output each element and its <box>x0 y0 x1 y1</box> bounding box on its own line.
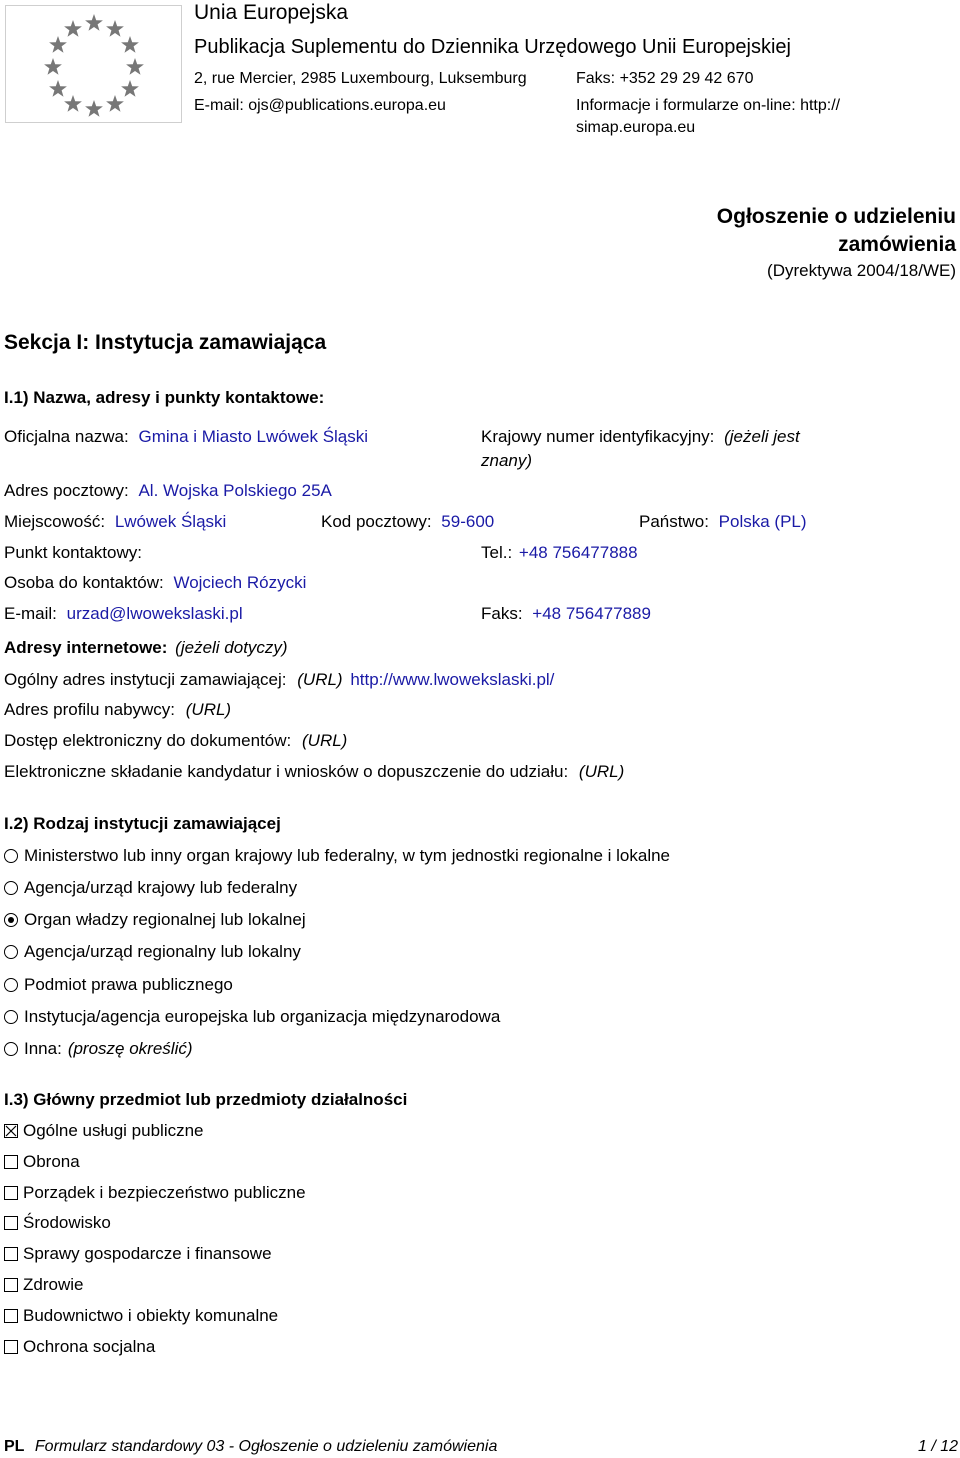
buyer-url-tag: (URL) <box>185 700 232 719</box>
email-row <box>4 604 243 624</box>
postcode-row <box>321 512 494 532</box>
checkbox-unchecked-icon[interactable] <box>4 1309 18 1323</box>
main-activity-option[interactable] <box>4 1337 155 1357</box>
header-address: 2, rue Mercier, 2985 Luxembourg, Luksemburg <box>194 70 527 87</box>
eu-flag-logo <box>5 5 182 123</box>
general-url-tag: (URL) <box>297 670 343 689</box>
main-activity-label: Porządek i bezpieczeństwo publiczne <box>23 1183 306 1202</box>
main-activity-label: Ochrona socjalna <box>23 1337 156 1356</box>
subsection-heading-1-2: I.2) Rodzaj instytucji zamawiającej <box>4 814 281 833</box>
national-id-row <box>481 427 800 447</box>
internet-heading: Adresy internetowe: <box>4 638 168 657</box>
e-submission-label: Elektroniczne składanie kandydatur i wniosków o dopuszczenie do udziału: <box>4 762 569 781</box>
header-email: E-mail: ojs@publications.europa.eu <box>194 97 446 114</box>
internet-note: (jeżeli dotyczy) <box>175 638 288 657</box>
authority-type-option[interactable] <box>4 846 670 866</box>
general-address-label: Ogólny adres instytucji zamawiającej: <box>4 670 287 689</box>
authority-type-label: Instytucja/agencja europejska lub organizacja międzynarodowa <box>24 1007 501 1026</box>
email-value[interactable]: urzad@lwowekslaski.pl <box>66 604 243 623</box>
authority-type-option[interactable] <box>4 1039 193 1059</box>
main-activity-option[interactable] <box>4 1306 278 1326</box>
main-activity-option[interactable] <box>4 1275 83 1295</box>
e-submission-row <box>4 762 624 782</box>
postcode-label: Kod pocztowy: <box>321 512 432 531</box>
radio-unselected-icon[interactable] <box>4 849 18 863</box>
buyer-profile-label: Adres profilu nabywcy: <box>4 700 176 719</box>
postcode-value: 59-600 <box>441 512 495 531</box>
radio-unselected-icon[interactable] <box>4 945 18 959</box>
tel-row <box>481 543 638 563</box>
authority-type-label: Inna: <box>24 1039 62 1058</box>
main-activity-label: Budownictwo i obiekty komunalne <box>23 1306 279 1325</box>
internet-heading-row <box>4 638 288 658</box>
doc-directive: (Dyrektywa 2004/18/WE) <box>767 261 956 280</box>
header-fax: Faks: +352 29 29 42 670 <box>576 70 754 87</box>
header-info-line2: simap.europa.eu <box>576 119 696 136</box>
radio-unselected-icon[interactable] <box>4 978 18 992</box>
main-activity-option[interactable] <box>4 1121 204 1141</box>
city-label: Miejscowość: <box>4 512 106 531</box>
checkbox-unchecked-icon[interactable] <box>4 1186 18 1200</box>
main-activity-option[interactable] <box>4 1213 111 1233</box>
header-org: Unia Europejska <box>194 1 349 24</box>
contact-point-label: Punkt kontaktowy: <box>4 543 142 562</box>
authority-type-label: Ministerstwo lub inny organ krajowy lub federalny, w tym jednostki regionalne i lokalne <box>24 846 670 865</box>
official-name-label: Oficjalna nazwa: <box>4 427 129 446</box>
official-name-value: Gmina i Miasto Lwówek Śląski <box>138 427 369 446</box>
authority-type-label: Agencja/urząd krajowy lub federalny <box>24 878 298 897</box>
doc-title-line1: Ogłoszenie o udzieleniu <box>716 205 956 228</box>
tel-label: Tel.: <box>481 543 513 562</box>
checkbox-unchecked-icon[interactable] <box>4 1278 18 1292</box>
checkbox-unchecked-icon[interactable] <box>4 1340 18 1354</box>
main-activity-option[interactable] <box>4 1183 306 1203</box>
general-url-link[interactable]: http://www.lwowekslaski.pl/ <box>350 670 555 689</box>
checkbox-unchecked-icon[interactable] <box>4 1247 18 1261</box>
footer-page-number: 1 / 12 <box>917 1438 958 1455</box>
authority-type-label: Agencja/urząd regionalny lub lokalny <box>24 942 301 961</box>
page-footer <box>4 1438 958 1456</box>
official-name-row <box>4 427 368 447</box>
eu-stars-icon <box>6 6 181 122</box>
postal-row <box>4 481 332 501</box>
city-value: Lwówek Śląski <box>114 512 227 531</box>
main-activity-label: Sprawy gospodarcze i finansowe <box>23 1244 272 1263</box>
footer-lang: PL <box>4 1438 25 1455</box>
tel-value: +48 756477888 <box>518 543 638 562</box>
main-activity-option[interactable] <box>4 1244 272 1264</box>
contact-person-value: Wojciech Rózycki <box>173 573 307 592</box>
authority-type-option[interactable] <box>4 975 233 995</box>
docs-access-row <box>4 731 347 751</box>
email-label: E-mail: <box>4 604 57 623</box>
authority-type-label: Podmiot prawa publicznego <box>24 975 233 994</box>
contact-person-label: Osoba do kontaktów: <box>4 573 164 592</box>
city-row <box>4 512 226 532</box>
e-submission-url-tag: (URL) <box>578 762 625 781</box>
checkbox-unchecked-icon[interactable] <box>4 1216 18 1230</box>
header-info-line1: Informacje i formularze on-line: http:// <box>576 97 841 114</box>
postal-value: Al. Wojska Polskiego 25A <box>138 481 332 500</box>
buyer-profile-row <box>4 700 231 720</box>
checkbox-checked-icon[interactable] <box>4 1124 18 1138</box>
authority-type-option[interactable] <box>4 910 306 930</box>
header-publication: Publikacja Suplementu do Dziennika Urzędowego Unii Europejskiej <box>194 36 791 58</box>
main-activity-label: Środowisko <box>23 1213 111 1232</box>
subsection-heading-1-1: I.1) Nazwa, adresy i punkty kontaktowe: <box>4 388 325 407</box>
footer-form-name: Formularz standardowy 03 - Ogłoszenie o udzieleniu zamówienia <box>34 1438 498 1455</box>
radio-unselected-icon[interactable] <box>4 1010 18 1024</box>
authority-type-label: Organ władzy regionalnej lub lokalnej <box>24 910 306 929</box>
postal-label: Adres pocztowy: <box>4 481 129 500</box>
main-activity-option[interactable] <box>4 1152 80 1172</box>
docs-url-tag: (URL) <box>302 731 348 750</box>
main-activity-label: Obrona <box>23 1152 80 1171</box>
subsection-heading-1-3: I.3) Główny przedmiot lub przedmioty działalności <box>4 1090 408 1109</box>
country-row <box>639 512 807 532</box>
section-heading: Sekcja I: Instytucja zamawiająca <box>4 331 327 354</box>
radio-unselected-icon[interactable] <box>4 1042 18 1056</box>
checkbox-unchecked-icon[interactable] <box>4 1155 18 1169</box>
authority-type-option[interactable] <box>4 1007 500 1027</box>
national-id-label: Krajowy numer identyfikacyjny: <box>481 427 715 446</box>
fax-value: +48 756477889 <box>532 604 651 623</box>
authority-type-option[interactable] <box>4 942 301 962</box>
authority-type-note: (proszę określić) <box>67 1039 193 1058</box>
country-value: Polska (PL) <box>718 512 807 531</box>
general-address-row <box>4 670 554 690</box>
radio-unselected-icon[interactable] <box>4 881 18 895</box>
national-id-note: (jeżeli jest <box>724 427 800 446</box>
national-id-note-cont: znany) <box>481 451 533 470</box>
country-label: Państwo: <box>639 512 709 531</box>
doc-title-line2: zamówienia <box>838 233 956 256</box>
fax-label: Faks: <box>481 604 523 623</box>
main-activity-label: Zdrowie <box>23 1275 84 1294</box>
contact-person-row <box>4 573 306 593</box>
fax-row <box>481 604 651 624</box>
main-activity-label: Ogólne usługi publiczne <box>23 1121 204 1140</box>
radio-selected-icon[interactable] <box>4 913 18 927</box>
docs-access-label: Dostęp elektroniczny do dokumentów: <box>4 731 292 750</box>
authority-type-option[interactable] <box>4 878 297 898</box>
